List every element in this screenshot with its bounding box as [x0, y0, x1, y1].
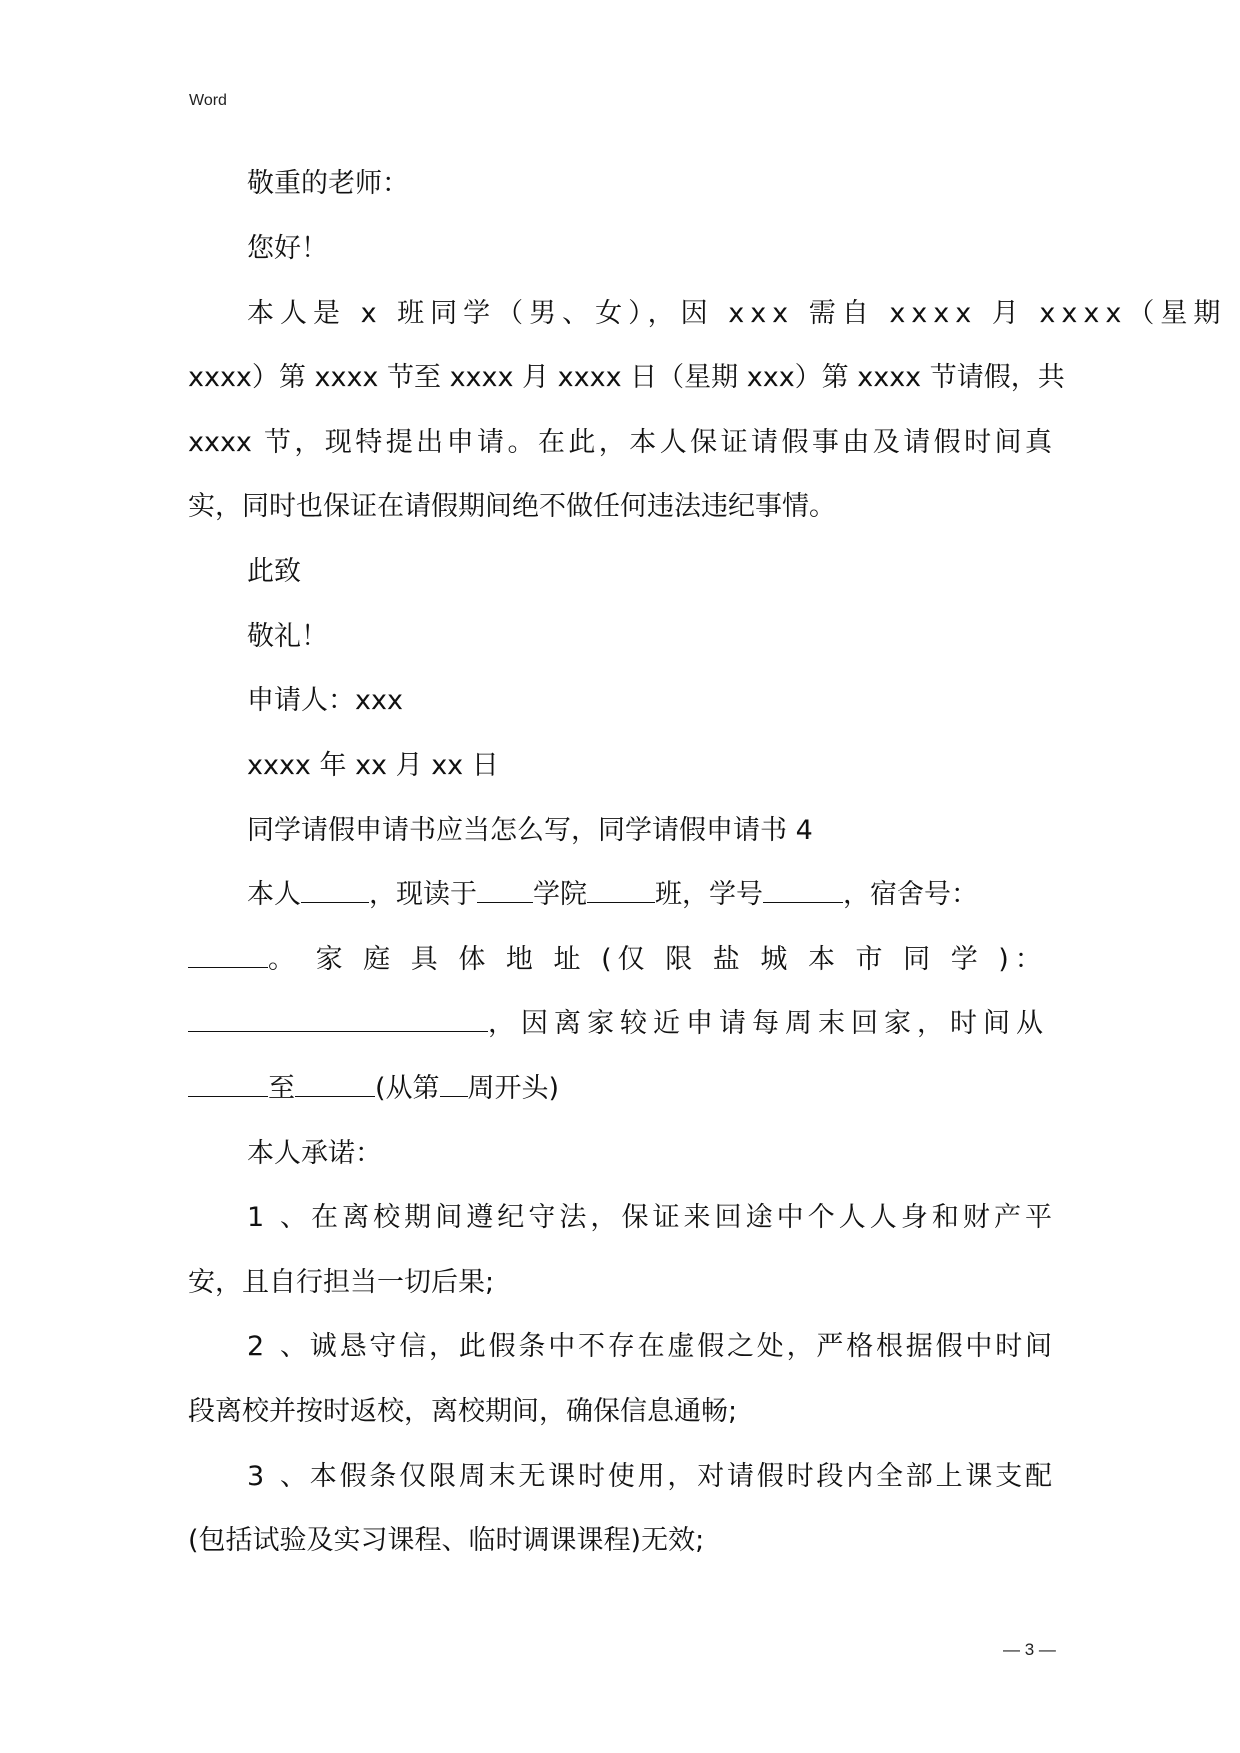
- form-line: 本人 ，现读于 学院 班，学号 ，宿舍号：: [247, 879, 978, 910]
- body-line: 实，同时也保证在请假期间绝不做任何违法违纪事情。: [188, 491, 836, 522]
- form-line: ，因离家较近申请每周末回家，时间从: [188, 1004, 1052, 1044]
- page-number: — 3 —: [1003, 1640, 1056, 1659]
- promise-title: 本人承诺：: [247, 1138, 382, 1169]
- greeting: 您好！: [247, 233, 328, 264]
- applicant: 申请人：xxx: [247, 685, 403, 716]
- list-item-cont: 安，且自行担当一切后果;: [188, 1267, 495, 1298]
- section-title: 同学请假申请书应当怎么写，同学请假申请书 4: [247, 815, 813, 846]
- date: xxxx 年 xx 月 xx 日: [247, 750, 499, 781]
- closing: 此致: [247, 556, 301, 587]
- form-line: 至 (从第 周开头): [188, 1069, 1052, 1109]
- list-item-cont: (包括试验及实习课程、临时调课课程)无效;: [188, 1525, 705, 1556]
- body-line: xxxx 节，现特提出申请。在此，本人保证请假事由及请假时间真: [188, 427, 1052, 458]
- list-item-cont: 段离校并按时返校，离校期间，确保信息通畅;: [188, 1396, 738, 1427]
- salutation: 敬重的老师：: [247, 168, 409, 199]
- page-header: Word: [189, 92, 227, 109]
- closing-salute: 敬礼！: [247, 621, 328, 652]
- list-item: 3、本假条仅限周末无课时使用，对请假时段内全部上课支配: [247, 1461, 1052, 1492]
- list-item: 2、诚恳守信，此假条中不存在虚假之处，严格根据假中时间: [247, 1331, 1052, 1362]
- list-item: 1、在离校期间遵纪守法，保证来回途中个人人身和财产平: [247, 1202, 1052, 1233]
- form-line: 。 家 庭 具 体 地 址 (仅 限 盐 城 本 市 同 学 )：: [188, 940, 1052, 980]
- body-line: xxxx）第 xxxx 节至 xxxx 月 xxxx 日（星期 xxx）第 xxxx 节请假，共: [188, 362, 1065, 393]
- body-line: 本人是 x 班同学（男、女），因 xxx 需自 xxxx 月 xxxx（星期: [247, 298, 1227, 329]
